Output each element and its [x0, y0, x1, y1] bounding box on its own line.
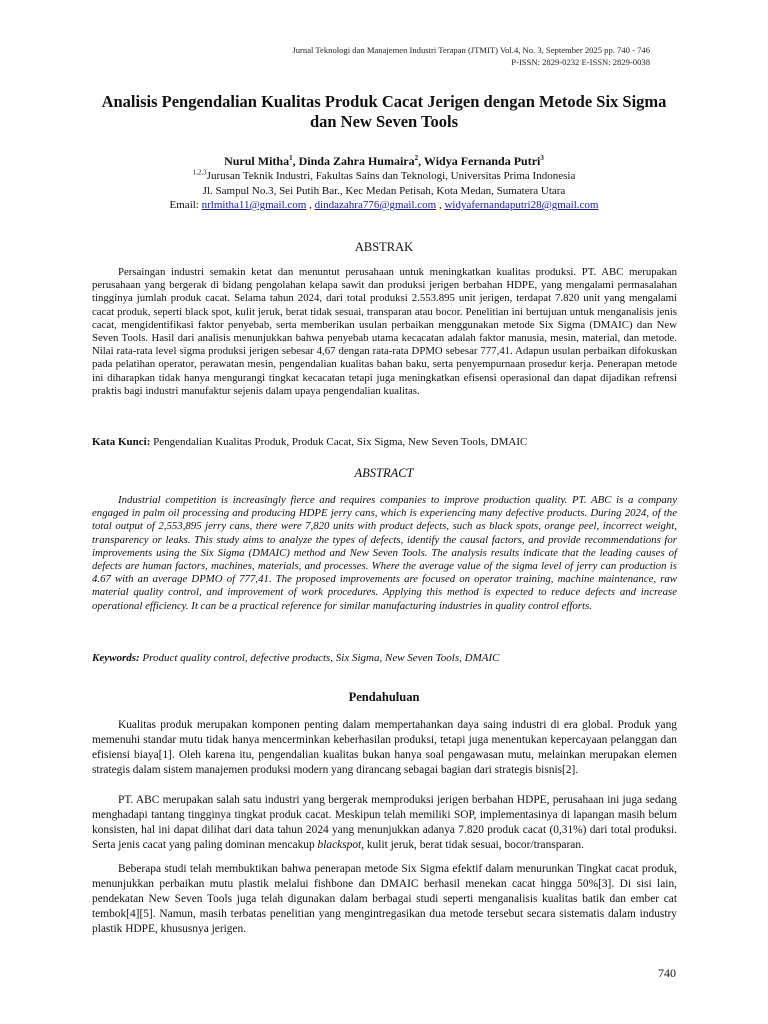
keywords-label: Keywords: — [92, 652, 143, 664]
email-link[interactable]: nrlmitha11@gmail.com — [201, 199, 307, 211]
journal-citation: Jurnal Teknologi dan Manajemen Industri Terapan (JTMIT) Vol.4, No. 3, September 2025 pp. 740 - 746 — [292, 45, 650, 55]
email-label: Email: — [169, 199, 202, 211]
kata-kunci — [92, 435, 677, 449]
body-paragraph: Kualitas produk merupakan komponen penting dalam mempertahankan daya saing industri di era global. Produk yang memenuhi standar mutu tidak hanya mencerminkan keberhasilan produksi, tetapi juga menentukan kepercayaan pelanggan dan efisiensi biaya[1]. Oleh karena itu, pengendalian kualitas bukan hanya soal pengawasan mutu, melainkan merupakan elemen strategis dalam sistem manajemen produksi modern yang dirancang sebagai bagian dari strategis bisnis[2]. — [92, 719, 677, 776]
affiliation-superscript: 1,2,3 — [192, 168, 207, 177]
abstract-text: Industrial competition is increasingly fierce and requires companies to improve production quality. PT. ABC is a company engaged in palm oil processing and producing HDPE jerry cans, which is experiencing many defective products. During 2024, of the total output of 2,553,895 jerry cans, there were 7,820 units with product defects, such as black spots, orange peel, incorrect weight, transparency or leaks. This study aims to analyze the types of defects, identify the causal factors, and provide recommendations for improvements using the Six Sigma (DMAIC) method and New Seven Tools. The analysis results indicate that the leading causes of defects are human factors, machines, materials, and processes. Where the average value of the sigma level of jerry can production is 4.67 with an average DPMO of 777,41. The proposed improvements are focused on operator training, machine maintenance, raw material quality control, and improvement of work procedures. Applying this method is expected to reduce defects and increase operational efficiency. It can be a practical reference for similar manufacturing industries in quality control efforts. — [92, 494, 677, 612]
affiliation-block — [90, 169, 678, 213]
author-superscript: 3 — [540, 154, 544, 162]
paper-title: Analisis Pengendalian Kualitas Produk Cacat Jerigen dengan Metode Six Sigma dan New Seven Tools — [101, 92, 667, 131]
italic-term: blackspot — [317, 839, 362, 851]
kata-kunci-text: Pengendalian Kualitas Produk, Produk Cacat, Six Sigma, New Seven Tools, DMAIC — [153, 436, 528, 448]
affiliation-address: Jl. Sampul No.3, Sei Putih Bar., Kec Medan Petisah, Kota Medan, Sumatera Utara — [202, 184, 566, 197]
body-paragraph: PT. ABC merupakan salah satu industri yang bergerak memproduksi jerigen berbahan HDPE, perusahaan ini juga sedang menghadapi tantang tingginya tingkat produk cacat. Meskipun telah memiliki SOP, implementasinya di lapangan masih belum konsisten, hal ini dapat dilihat dari data tahun 2024 yang menunjukkan adanya 7.820 produk cacat (0,31%) dari total produksi. Serta jenis cacat yang paling dominan mencakup blackspot, kulit jeruk, berat tidak sesuai, bocor/transparan. — [92, 794, 677, 851]
page-number: 740 — [658, 966, 676, 980]
author-name: Widya Fernanda Putri — [423, 154, 541, 168]
abstrak-text: Persaingan industri semakin ketat dan menuntut perusahaan untuk meningkatkan kualitas produksi. PT. ABC merupakan perusahaan yang bergerak di bidang pengolahan kelapa sawit dan produksi jerigen berbahan HDPE, yang mengalami permasalahan tingginya jumlah produk cacat. Selama tahun 2024, dari total produksi 2.553.895 unit jerigen, terdapat 7.820 unit yang mengalami cacat produk, seperti black spot, kulit jeruk, berat tidak sesuai, transparan atau bocor. Penelitian ini bertujuan untuk menganalisis jenis cacat, mengidentifikasi faktor penyebab, serta memberikan usulan perbaikan menggunakan metode Six Sigma (DMAIC) dan New Seven Tools. Hasil dari analisis menunjukkan bahwa penyebab utama kecacatan adalah faktor manusia, mesin, material, dan metode. Nilai rata-rata level sigma produksi jerigen sebesar 4,67 dengan rata-rata DPMO sebesar 777,41. Adapun usulan perbaikan difokuskan pada pelatihan operator, perawatan mesin, pengendalian kualitas bahan baku, serta penyempurnaan prosedur kerja. Penerapan metode ini diharapkan tidak hanya mengurangi tingkat kecacatan tetapi juga meningkatkan efisensi operasional dan dapat dijadikan refrensi praktis bagi industri manufaktur sejenis dalam upaya pengendalian kualitas. — [92, 266, 677, 397]
kata-kunci-label: Kata Kunci: — [92, 436, 154, 448]
keywords — [92, 651, 677, 665]
author-list: Nurul Mitha$^1$, Dinda Zahra Humaira$^2$, Widya Fernanda Putri$^3$ — [224, 154, 544, 168]
journal-header — [292, 44, 650, 68]
body-paragraph: Beberapa studi telah membuktikan bahwa penerapan metode Six Sigma efektif dalam menurunkan Tingkat cacat produk, menunjukkan perbaikan mutu plastik melalui fishbone dan DMAIC berhasil menekan cacat hingga 50%[3]. Di sisi lain, pendekatan New Seven Tools juga telah digunakan dalam berbagai studi seperti menganalisis kualitas batik dan ember cat tembok[4][5]. Namun, masih terbatas penelitian yang mengintregasikan dua metode tersebut secara sistematis dalam industry plastik HDPE, khususnya jerigen. — [92, 863, 677, 935]
abstrak-heading: ABSTRAK — [354, 240, 414, 254]
pendahuluan-heading: Pendahuluan — [348, 690, 420, 704]
abstract-heading: ABSTRACT — [354, 466, 414, 480]
email-link[interactable]: dindazahra776@gmail.com — [314, 199, 437, 211]
author-name: Dinda Zahra Humaira — [298, 154, 415, 168]
author-superscript: 2 — [414, 154, 419, 162]
keywords-text: Product quality control, defective products, Six Sigma, New Seven Tools, DMAIC — [142, 652, 500, 664]
author-superscript: 1 — [289, 154, 293, 162]
author-name: Nurul Mitha — [224, 154, 290, 168]
email-link[interactable]: widyafernandaputri28@gmail.com — [444, 199, 599, 211]
journal-issn: P-ISSN: 2829-0232 E-ISSN: 2829-0038 — [511, 57, 650, 67]
affiliation-department: $^{1,2,3}$Jurusan Teknik Industri, Fakultas Sains dan Teknologi, Universitas Prima Indonesia — [192, 168, 576, 182]
affiliation-emails: Email: nrlmitha11@gmail.com , dindazahra776@gmail.com , widyafernandaputri28@gmail.com — [169, 199, 599, 211]
